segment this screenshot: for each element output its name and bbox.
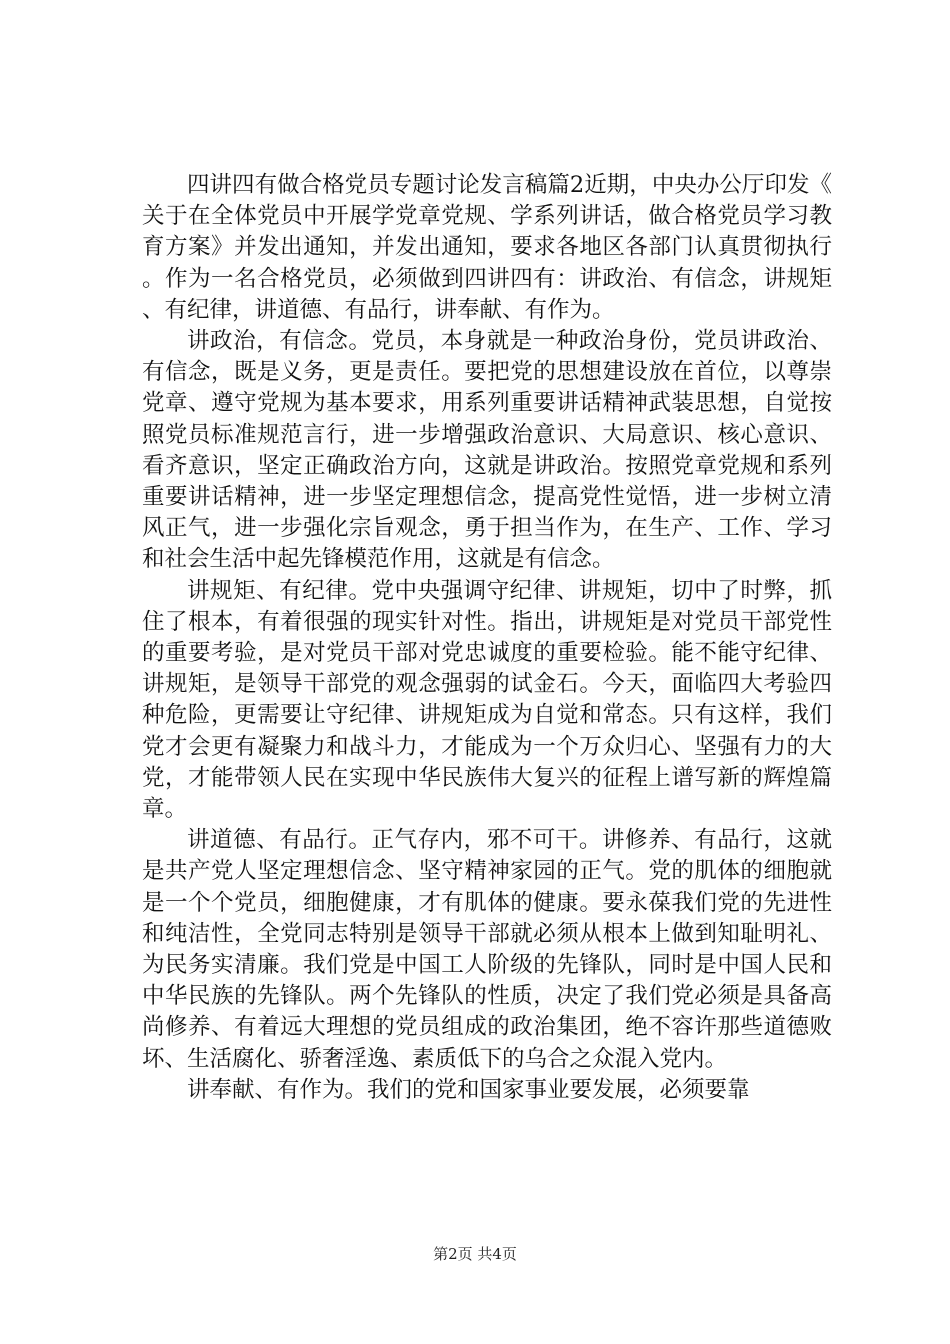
paragraph-politics: 讲政治，有信念。党员，本身就是一种政治身份，党员讲政治、有信念，既是义务，更是责任。要把党的思想建设放在首位，以尊崇党章、遵守党规为基本要求，用系列重要讲话精神武装思想，自觉按照党员标准规范言行，进一步增强政治意识、大局意识、核心意识、看齐意识，坚定正确政治方向，这就是讲政治。按照党章党规和系列重要讲话精神，进一步坚定理想信念，提高党性觉悟，进一步树立清风正气，进一步强化宗旨观念，勇于担当作为，在生产、工作、学习和社会生活中起先锋模范作用，这就是有信念。: [142, 328, 832, 573]
page-number-footer: 第2页 共4页: [433, 1245, 517, 1263]
paragraph-morality: 讲道德、有品行。正气存内，邪不可干。讲修养、有品行，这就是共产党人坚定理想信念、坚守精神家园的正气。党的肌体的细胞就是一个个党员，细胞健康，才有肌体的健康。要永葆我们党的先进性和纯洁性，全党同志特别是领导干部就必须从根本上做到知耻明礼、为民务实清廉。我们党是中国工人阶级的先锋队，同时是中国人民和中华民族的先锋队。两个先锋队的性质，决定了我们党必须是具备高尚修养、有着远大理想的党员组成的政治集团，绝不容许那些道德败坏、生活腐化、骄奢淫逸、素质低下的乌合之众混入党内。: [142, 827, 832, 1072]
document-body: [142, 170, 832, 1106]
paragraph-rules: 讲规矩、有纪律。党中央强调守纪律、讲规矩，切中了时弊，抓住了根本，有着很强的现实针对性。指出，讲规矩是对党员干部党性的重要考验，是对党员干部对党忠诚度的重要检验。能不能守纪律、讲规矩，是领导干部党的观念强弱的试金石。今天，面临四大考验四种危险，更需要让守纪律、讲规矩成为自觉和常态。只有这样，我们党才会更有凝聚力和战斗力，才能成为一个万众归心、坚强有力的大党，才能带领人民在实现中华民族伟大复兴的征程上谱写新的辉煌篇章。: [142, 577, 832, 823]
paragraph-intro: 四讲四有做合格党员专题讨论发言稿篇2近期，中央办公厅印发《关于在全体党员中开展学党章党规、学系列讲话，做合格党员学习教育方案》并发出通知，并发出通知，要求各地区各部门认真贯彻执行。作为一名合格党员，必须做到四讲四有：讲政治、有信念，讲规矩、有纪律，讲道德、有品行，讲奉献、有作为。: [142, 172, 832, 323]
paragraph-dedication: 讲奉献、有作为。我们的党和国家事业要发展，必须要靠: [187, 1076, 750, 1103]
